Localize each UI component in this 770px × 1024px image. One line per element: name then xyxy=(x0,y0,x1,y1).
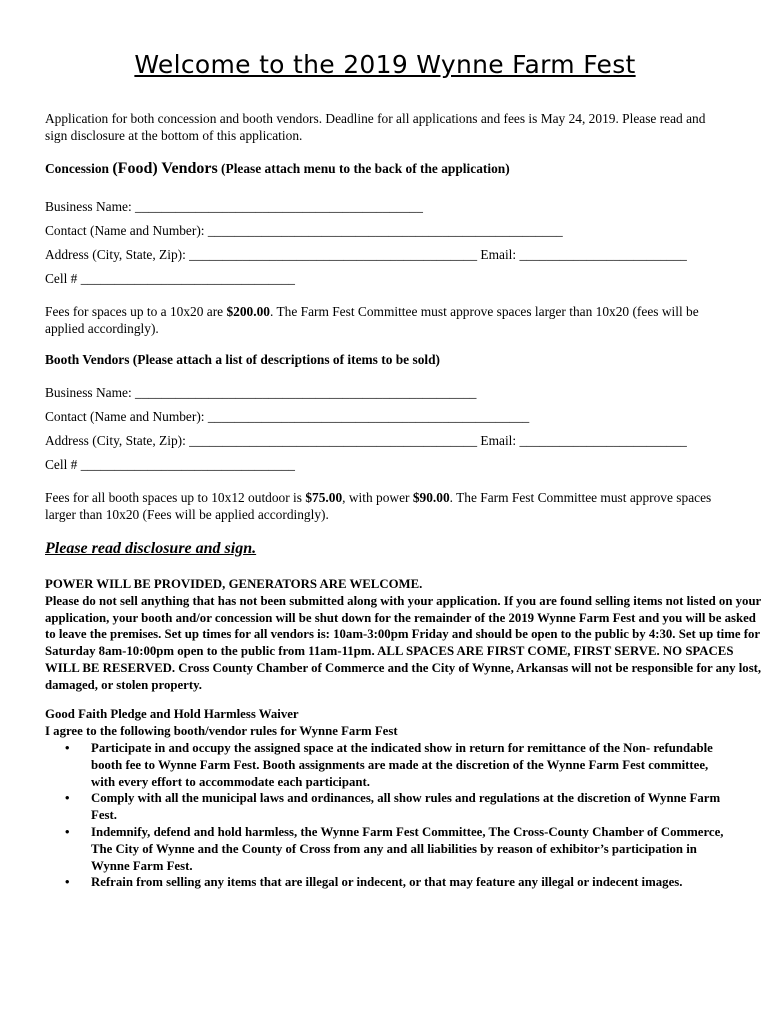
concession-business-name-field[interactable]: Business Name: ___________________________________________ xyxy=(45,199,423,214)
concession-heading-note: (Please attach menu to the back of the application) xyxy=(217,161,510,176)
bullet-icon: • xyxy=(65,741,70,755)
rules-list xyxy=(45,740,725,891)
booth-fee-amount: $75.00 xyxy=(305,490,343,505)
page-title: Welcome to the 2019 Wynne Farm Fest xyxy=(134,50,636,79)
concession-heading xyxy=(45,160,510,178)
concession-fees-pre: Fees for spaces up to a 10x20 are xyxy=(45,304,227,319)
bullet-icon: • xyxy=(65,824,70,839)
concession-fees-post: . The Farm Fest Committee must approve spaces larger than 10x20 (fees will be applied accordingly). xyxy=(45,304,699,336)
list-item xyxy=(45,740,725,790)
booth-address-email-field[interactable]: Address (City, State, Zip): ___________________________________________ Email: _________________________ xyxy=(45,433,687,448)
booth-fees-post: . The Farm Fest Committee must approve spaces larger than 10x20 (Fees will be applied accordingly). xyxy=(45,490,712,522)
booth-business-name-field[interactable]: Business Name: ___________________________________________________ xyxy=(45,385,477,400)
pledge-agree-text: I agree to the following booth/vendor rules for Wynne Farm Fest xyxy=(45,723,398,738)
list-item xyxy=(45,790,725,824)
bullet-icon: • xyxy=(65,875,70,890)
booth-fee-power-amount: $90.00 xyxy=(412,490,450,505)
disclosure-body xyxy=(45,576,763,694)
bullet-icon: • xyxy=(65,791,70,806)
list-item xyxy=(45,874,725,891)
concession-cell-field[interactable]: Cell # ________________________________ xyxy=(45,271,295,286)
booth-contact-field[interactable]: Contact (Name and Number): ________________________________________________ xyxy=(45,409,530,424)
pledge-heading: Good Faith Pledge and Hold Harmless Waiver xyxy=(45,707,299,721)
rule-text: Refrain from selling any items that are illegal or indecent, or that may feature any illegal or indecent images. xyxy=(91,875,683,890)
booth-fees-text xyxy=(45,489,725,523)
disclosure-heading: Please read disclosure and sign. xyxy=(45,540,257,557)
concession-fees-text xyxy=(45,303,725,337)
concession-fee-amount: $200.00 xyxy=(226,304,270,319)
list-item xyxy=(45,824,725,874)
disclosure-text: Please do not sell anything that has not been submitted along with your application. If you are found selling items not listed on your application, your booth and/or concession will be shut down for the remainder of the 2019 Wynne Farm Fest and you will be asked to leave the premises. Set up times for all vendors is: 10am-3:00pm Friday and should be open to the public by 4:30. Set up time for Saturday 8am-10:00pm open to the public from 11am-11pm. ALL SPACES ARE FIRST COME, FIRST SERVE. NO SPACES WILL BE RESERVED. Cross County Chamber of Commerce and the City of Wynne, Arkansas will not be responsible for any lost, damaged, or stolen property. xyxy=(45,593,762,692)
booth-fees-mid: , with power xyxy=(342,490,413,505)
pledge-block xyxy=(45,706,763,740)
concession-heading-pre: Concession xyxy=(45,161,113,176)
concession-address-email-field[interactable]: Address (City, State, Zip): ___________________________________________ Email: _________________________ xyxy=(45,247,687,262)
concession-contact-field[interactable]: Contact (Name and Number): _____________________________________________________ xyxy=(45,223,563,238)
rule-text: Indemnify, defend and hold harmless, the Wynne Farm Fest Committee, The Cross-County Chamber of Commerce, The City of Wynne and the County of Cross from any and all liabilities by reason of exhibitor’s participation in Wynne Farm Fest. xyxy=(91,824,724,873)
power-notice: POWER WILL BE PROVIDED, GENERATORS ARE WELCOME. xyxy=(45,577,423,591)
booth-cell-field[interactable]: Cell # ________________________________ xyxy=(45,457,295,472)
concession-heading-main: (Food) Vendors xyxy=(112,160,218,177)
booth-heading: Booth Vendors (Please attach a list of descriptions of items to be sold) xyxy=(45,352,441,367)
booth-fees-pre: Fees for all booth spaces up to 10x12 outdoor is xyxy=(45,490,306,505)
rule-text: Participate in and occupy the assigned space at the indicated show in return for remittance of the Non- refundable booth fee to Wynne Farm Fest. Booth assignments are made at the discretion of the Wynne Farm Fest committee, with every effort to accommodate each participant. xyxy=(91,741,713,789)
intro-text: Application for both concession and booth vendors. Deadline for all applications and fees is May 24, 2019. Please read and sign disclosure at the bottom of this application. xyxy=(45,111,706,143)
rule-text: Comply with all the municipal laws and ordinances, all show rules and regulations at the discretion of Wynne Farm Fest. xyxy=(91,791,721,823)
